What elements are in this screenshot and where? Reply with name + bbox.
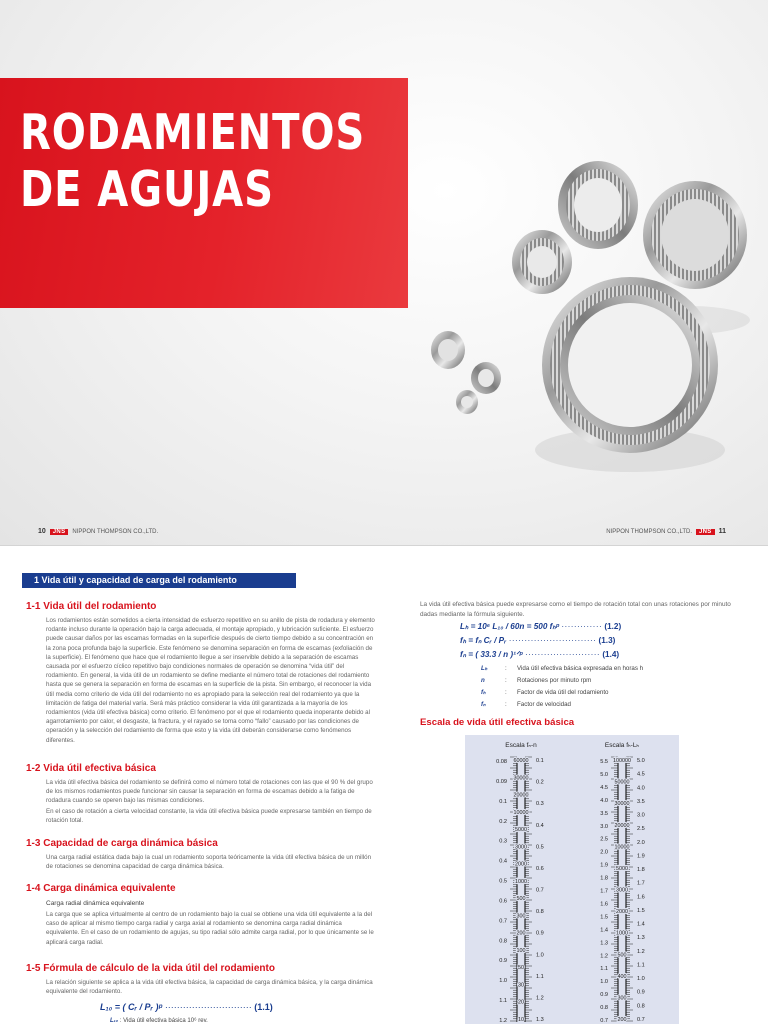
fh-scale-outer-label: 1.9 — [600, 862, 608, 869]
formula-1-2-eq: Lₕ = 10⁶ L₁₀ / 60n = 500 fₕᵖ — [460, 622, 560, 631]
fh-scale-outer-label: 1.2 — [600, 953, 608, 960]
fh-scale-outer-label: 0.8 — [600, 1005, 608, 1012]
fh-scale-inner-label: 3000 — [616, 887, 628, 894]
body-1-2b: En el caso de rotación a cierta velocidad constante, la vida útil efectiva básica puede expresarse también en tiempo de rotación total. — [46, 808, 372, 825]
fh-scale-right-label: 1.4 — [637, 921, 645, 928]
fh-scale-outer-label: 5.0 — [600, 771, 608, 778]
fh-scale-right-label: 4.5 — [637, 771, 645, 778]
fh-scale-right-label: 3.0 — [637, 812, 645, 819]
formula-1-2 — [460, 621, 621, 631]
fn-scale-right-label: 0.8 — [536, 909, 544, 916]
fn-scale-outer-label: 0.4 — [499, 858, 507, 865]
fh-scale-outer-label: 1.4 — [600, 927, 608, 934]
formula-1-4-dots: ························ — [525, 650, 601, 659]
formula-1-3 — [460, 635, 615, 645]
fh-scale-outer-label: 1.6 — [600, 901, 608, 908]
fh-scale-right-label: 1.7 — [637, 880, 645, 887]
heading-1-1: 1-1 Vida útil del rodamiento — [26, 601, 157, 612]
brand-logo-right: JNS — [696, 529, 715, 535]
fh-scale-outer-label: 2.0 — [600, 849, 608, 856]
left-scale-label: Escala fₙ-n — [505, 742, 537, 749]
formula-1-1 — [100, 1002, 273, 1012]
fn-scale-right-label: 0.1 — [536, 758, 544, 764]
subheading-1-4: Carga radial dinámica equivalente — [46, 900, 145, 907]
fn-scale-inner-label: 50 — [518, 965, 524, 972]
page-number-right: 11 — [718, 528, 726, 535]
formula-1-1-number: (1.1) — [254, 1002, 273, 1012]
legend-text: Rotaciones por minuto rpm — [517, 677, 592, 684]
page-title-line-1: RODAMIENTOS — [20, 104, 366, 161]
fh-scale-right-label: 2.5 — [637, 826, 645, 833]
page-title — [20, 104, 365, 218]
fn-scale-right-label: 0.7 — [536, 887, 544, 894]
fn-scale-right-label: 0.4 — [536, 822, 544, 829]
legend-l10-symbol: L₁₀ — [110, 1018, 119, 1024]
fh-scale-right-label: 1.3 — [637, 935, 645, 942]
body-1-5: La relación siguiente se aplica a la vida útil efectiva básica, la capacidad de carga dinámica básica, y la carga dinámica equivalente del rodamiento. — [46, 979, 373, 996]
fn-scale-inner-label: 30000 — [513, 775, 529, 782]
fh-scale-inner-label: 1000 — [616, 930, 628, 937]
needle-bearings-photo — [420, 150, 768, 490]
fn-scale-right-label: 1.2 — [536, 995, 544, 1002]
nomogram-svg — [465, 735, 679, 1024]
fh-scale-outer-label: 1.3 — [600, 940, 608, 947]
fh-scale-inner-label: 5000 — [616, 865, 628, 872]
formula-1-4-number: (1.4) — [602, 650, 620, 659]
fn-scale-inner-label: 10000 — [513, 809, 529, 816]
fh-scale-right-label: 1.1 — [637, 962, 645, 969]
heading-1-3: 1-3 Capacidad de carga dinámica básica — [26, 838, 218, 849]
legend-item: Lₕ : Vida útil efectiva básica expresada en horas h — [481, 665, 644, 672]
formula-1-2-number: (1.2) — [604, 622, 622, 631]
brand-logo-left: JNS — [50, 529, 69, 535]
body-1-1: Los rodamientos están sometidos a cierta intensidad de esfuerzo repetitivo en su anillo de pista de rodadura y elemento rodante incluso durante la operación bajo la carga adecuada, el montaje apropiado, y lubricación suficiente. El esfuerzo puede causar daños por las escamas formadas en la superficie después de cierto tiempo debido a su concentración en la zona poca profunda bajo la superficie. Este fenómeno se denomina separación en forma de escamas (exfoliación de la superficie). El fenómeno que hace que el rodamiento llegue a ser inservible debido a la separación de escamas causada por el esfuerzo cíclico repetitivo bajo condiciones normales de operación se denomina “vida útil” del rodamiento. En general, la vida útil de un rodamiento se define mediante el número total de rotaciones del rodamiento hasta que se genera la separación en forma de escamas en la superficie de la pista. Sin embargo, el reconocer la vida útil media como criterio de vida útil del rodamiento no es apropiado para la selección real del rodamiento ya que la limitación de fatiga del material varía. Será más práctico considerar la vida útil garantizada a la mayoría de los rodamientos (vida útil efectiva básica) como criterio. El fenómeno por el que el rodamiento queda inoperante debido al agarrotamiento por calor, el desgaste, la fractura, y el rayado se toma como “fallo” causado por las condiciones de operación y la selección del rodamiento de forma que esto y la vida útil deberán considerarse como fenómenos diferentes. — [46, 617, 375, 744]
fh-scale-right-label: 0.8 — [637, 1003, 645, 1010]
fn-scale-inner-label: 20000 — [513, 792, 529, 799]
fh-scale-right-label: 5.0 — [637, 758, 645, 764]
fh-scale-inner-label: 2000 — [616, 909, 628, 916]
fh-scale-outer-label: 1.5 — [600, 914, 608, 921]
fh-scale-right-label: 1.9 — [637, 853, 645, 860]
fn-scale-outer-label: 0.7 — [499, 918, 507, 925]
fn-scale-inner-label: 5000 — [515, 827, 527, 834]
fn-scale-right-label: 0.3 — [536, 801, 544, 808]
fh-scale-outer-label: 1.1 — [600, 966, 608, 973]
formula-1-4 — [460, 649, 619, 659]
fh-scale-outer-label: 1.7 — [600, 888, 608, 895]
body-1-3: Una carga radial estática dada bajo la cual un rodamiento soporta teóricamente la vida útil efectiva básica de un millón de rotaciones se denomina capacidad de carga dinámica básica. — [46, 854, 372, 871]
fn-scale-inner-label: 1000 — [515, 878, 527, 885]
fh-scale-outer-label: 5.5 — [600, 759, 608, 765]
fh-scale-right-label: 0.9 — [637, 989, 645, 996]
fn-scale-outer-label: 0.2 — [499, 818, 507, 825]
footer-left — [38, 528, 158, 535]
fn-scale-outer-label: 1.1 — [499, 998, 507, 1005]
fh-scale-right-label: 0.7 — [637, 1017, 645, 1023]
fn-scale-right-label: 1.0 — [536, 952, 544, 959]
body-1-2a: La vida útil efectiva básica del rodamiento se definirá como el número total de rotaciones con las que el 90 % del grupo de los mismos rodamientos puede funcionar sin causar la separación en forma de escamas debido a la fatiga de rodadura cuando se operen bajo las mismas condiciones. — [46, 779, 373, 805]
legend-l10-text: : Vida útil efectiva básica 10⁶ rev. — [119, 1018, 208, 1024]
fn-scale-right-label: 1.1 — [536, 973, 544, 980]
fn-scale-right-label: 0.2 — [536, 779, 544, 786]
fn-scale-outer-label: 0.8 — [499, 938, 507, 945]
formula-1-3-number: (1.3) — [598, 636, 616, 645]
fn-scale-outer-label: 0.6 — [499, 898, 507, 905]
fn-scale-inner-label: 3000 — [515, 844, 527, 851]
fh-scale-outer-label: 4.0 — [600, 797, 608, 804]
fh-scale-right-label: 1.0 — [637, 976, 645, 983]
fh-scale-inner-label: 400 — [617, 973, 627, 980]
formula-1-3-dots: ···························· — [508, 636, 597, 645]
legend-l10 — [110, 1018, 208, 1024]
fn-scale-inner-label: 30 — [518, 982, 524, 989]
company-name-left: NIPPON THOMPSON CO.,LTD. — [72, 528, 159, 535]
title-banner — [0, 78, 408, 308]
fn-scale-inner-label: 10 — [518, 1017, 524, 1023]
page-divider — [0, 545, 768, 546]
legend-symbol: Lₕ — [481, 665, 488, 672]
fn-scale-right-label: 1.3 — [536, 1017, 544, 1023]
page-title-line-2: DE AGUJAS — [20, 161, 274, 218]
formula-1-2-dots: ············· — [561, 622, 603, 631]
fh-scale-inner-label: 300 — [617, 995, 627, 1002]
fh-scale-right-label: 2.0 — [637, 839, 645, 846]
fh-scale-right-label: 1.2 — [637, 948, 645, 955]
section-title: 1 Vida útil y capacidad de carga del rodamiento — [22, 573, 296, 588]
fn-scale-outer-label: 0.09 — [496, 778, 507, 785]
page-number-left: 10 — [38, 528, 46, 535]
fn-scale-inner-label: 200 — [516, 930, 526, 937]
fh-scale-outer-label: 1.8 — [600, 875, 608, 882]
footer-right — [606, 528, 726, 535]
formula-1-1-dots: ····························· — [164, 1002, 252, 1012]
fh-scale-outer-label: 2.5 — [600, 836, 608, 843]
fn-scale-inner-label: 500 — [516, 896, 526, 903]
fh-scale-inner-label: 30000 — [614, 801, 630, 808]
fn-scale-inner-label: 2000 — [515, 861, 527, 868]
fh-scale-inner-label: 20000 — [614, 822, 630, 829]
fn-scale-inner-label: 20 — [518, 999, 524, 1006]
right-scale-label: Escala fₕ-Lₕ — [604, 742, 640, 749]
fn-scale-outer-label: 0.5 — [499, 878, 507, 885]
fn-scale-outer-label: 0.1 — [499, 798, 507, 805]
fh-scale-outer-label: 0.9 — [600, 992, 608, 999]
legend-text: Factor de vida útil del rodamiento — [517, 689, 609, 696]
legend-item: fₕ : Factor de vida útil del rodamiento — [481, 689, 609, 696]
fh-scale-right-label: 4.0 — [637, 785, 645, 792]
fh-scale-inner-label: 500 — [617, 952, 627, 959]
fh-scale-inner-label: 200 — [617, 1017, 627, 1023]
fn-scale-inner-label: 100 — [516, 947, 526, 954]
fn-scale-outer-label: 0.9 — [499, 958, 507, 965]
fh-scale-inner-label: 10000 — [614, 844, 630, 851]
life-scale-nomogram — [465, 735, 679, 1024]
legend-item: fₙ : Factor de velocidad — [481, 701, 571, 708]
legend-symbol: fₕ — [481, 689, 486, 696]
fh-scale-right-label: 1.6 — [637, 894, 645, 901]
fn-scale-right-label: 0.9 — [536, 930, 544, 937]
fh-scale-inner-label: 50000 — [614, 779, 630, 786]
fh-scale-right-label: 1.5 — [637, 907, 645, 914]
legend-text: Vida útil efectiva básica expresada en horas h — [517, 665, 644, 672]
fh-scale-outer-label: 3.5 — [600, 810, 608, 817]
body-1-4: La carga que se aplica virtualmente al centro de un rodamiento bajo la cual se obtiene una vida útil equivalente a la del caso de aplicar al mismo tiempo carga radial y carga axial al rodamiento se denomina carga radial dinámica equivalente. En el caso de un rodamiento de agujas, su tipo radial sólo admite carga radial, por lo que únicamente se le aplicará carga radial. — [46, 911, 374, 946]
fh-scale-outer-label: 3.0 — [600, 823, 608, 830]
formula-1-1-eq: L₁₀ = ( Cᵣ / Pᵣ )ᵖ — [100, 1002, 163, 1012]
legend-symbol: fₙ — [481, 701, 486, 708]
fn-scale-right-label: 0.5 — [536, 844, 544, 851]
heading-1-2: 1-2 Vida útil efectiva básica — [26, 763, 156, 774]
fh-scale-inner-label: 100000 — [613, 758, 631, 764]
fh-scale-outer-label: 4.5 — [600, 784, 608, 791]
fh-scale-right-label: 1.8 — [637, 867, 645, 874]
fn-scale-outer-label: 1.0 — [499, 978, 507, 985]
fh-scale-right-label: 3.5 — [637, 798, 645, 805]
fn-scale-outer-label: 1.2 — [499, 1018, 507, 1024]
fn-scale-inner-label: 60000 — [513, 758, 529, 764]
fh-scale-outer-label: 1.0 — [600, 979, 608, 986]
company-name-right: NIPPON THOMPSON CO.,LTD. — [606, 528, 693, 535]
fn-scale-outer-label: 0.08 — [496, 759, 507, 765]
formula-1-3-eq: fₕ = fₙ Cᵣ / Pᵣ — [460, 636, 507, 645]
legend-item: n : Rotaciones por minuto rpm — [481, 677, 592, 684]
heading-1-5: 1-5 Fórmula de cálculo de la vida útil del rodamiento — [26, 963, 275, 974]
fn-scale-outer-label: 0.3 — [499, 838, 507, 845]
heading-1-4: 1-4 Carga dinámica equivalente — [26, 883, 176, 894]
legend-symbol: n — [481, 677, 485, 684]
fh-scale-outer-label: 0.7 — [600, 1018, 608, 1024]
right-intro: La vida útil efectiva básica puede expresarse como el tiempo de rotación total con unas rotaciones por minuto dadas mediante la fórmula siguiente. — [420, 601, 731, 618]
fn-scale-right-label: 0.6 — [536, 865, 544, 872]
nomogram-title: Escala de vida útil efectiva básica — [420, 717, 575, 728]
legend-text: Factor de velocidad — [517, 701, 571, 708]
fn-scale-inner-label: 300 — [516, 913, 526, 920]
formula-1-4-eq: fₙ = ( 33.3 / n )¹ᐟᵖ — [460, 650, 523, 659]
